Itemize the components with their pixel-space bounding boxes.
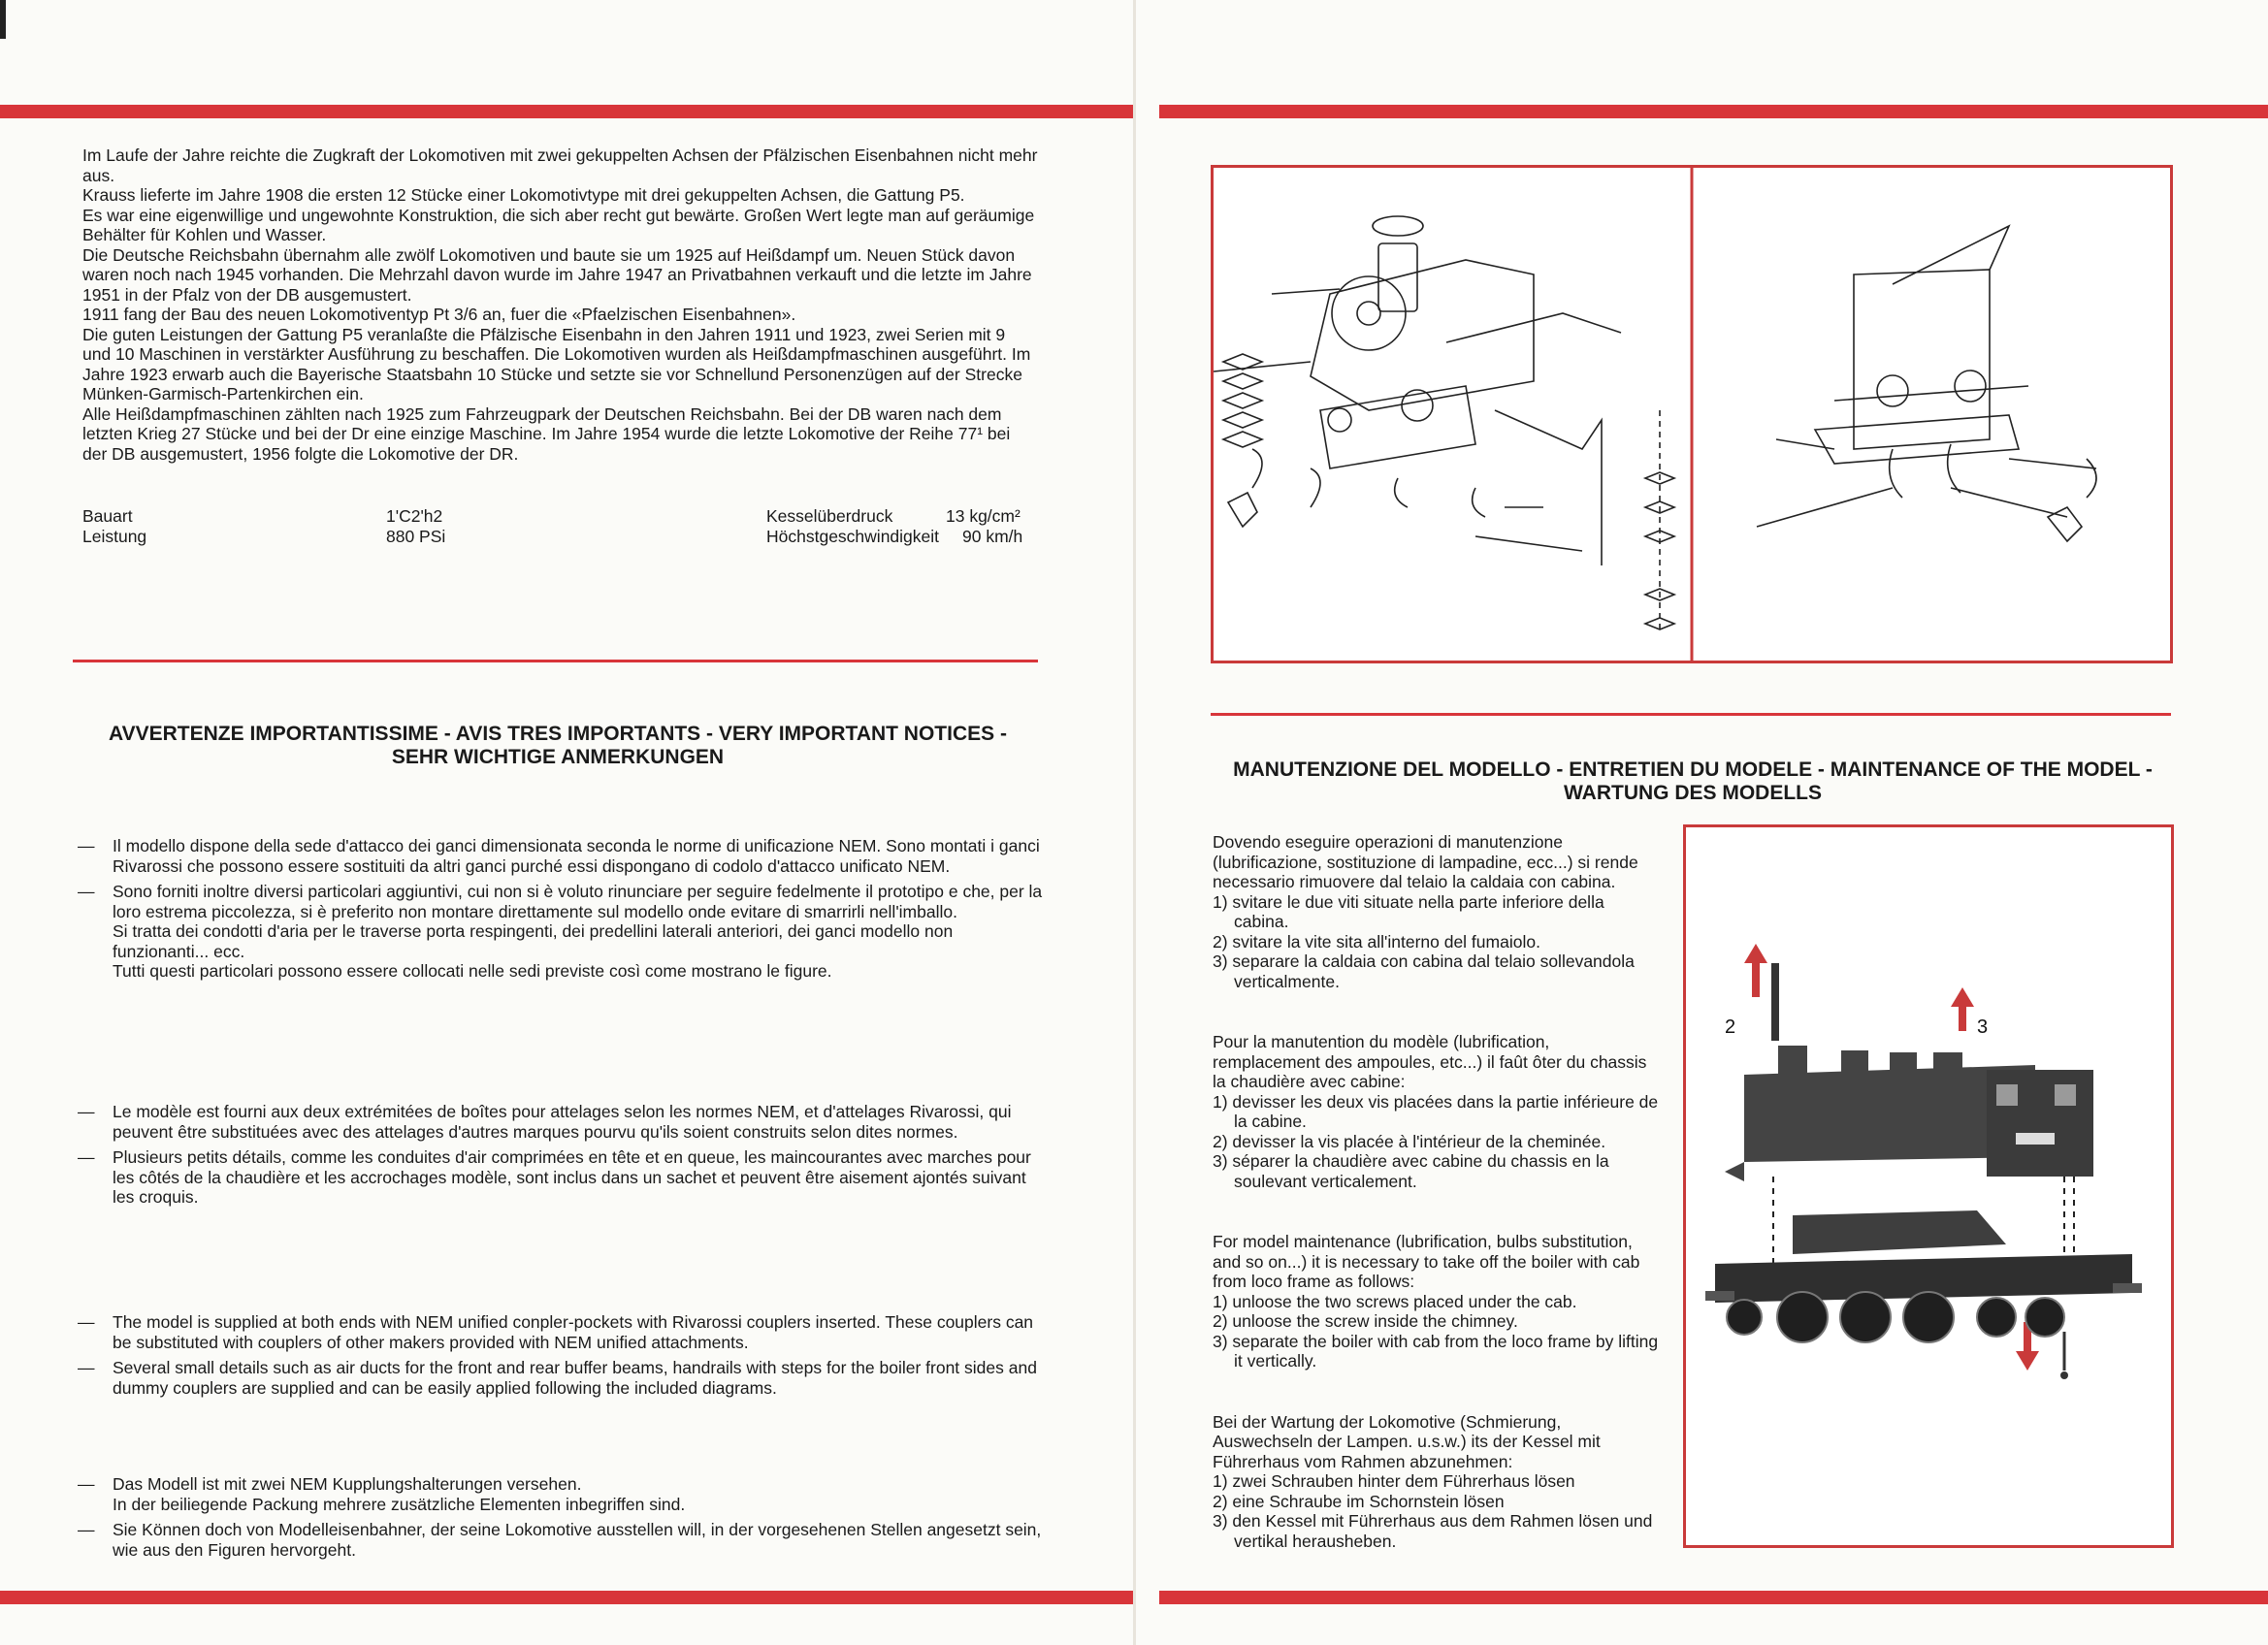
history-paragraph: Krauss lieferte im Jahre 1908 die ersten 12 Stücke einer Lokomotivtype mit drei gekuppelten Achsen, die Gattung P5. (82, 185, 965, 205)
top-red-bar-right (1159, 105, 2268, 118)
spec-kessel-label: Kesselüberdruck (766, 506, 893, 526)
maintenance-instructions (1213, 832, 1661, 1551)
section-divider (73, 660, 1038, 662)
list-item: — Das Modell ist mit zwei NEM Kupplungshalterungen versehen. In der beiliegende Packung mehrere zusätzliche Elementen inbegriffen sind. (78, 1474, 1043, 1514)
maintenance-english-steps (1213, 1292, 1661, 1371)
list-item: — Sie Können doch von Modelleisenbahner, der seine Lokomotive ausstellen will, in der vorgesehenen Stellen angesetzt sein, wie aus den Figuren hervorgeht. (78, 1520, 1043, 1560)
bottom-red-bar-right (1159, 1591, 2268, 1604)
maintenance-german-steps (1213, 1471, 1661, 1551)
notices-english (78, 1312, 1043, 1403)
list-item: 2) unloose the screw inside the chimney. (1213, 1311, 1518, 1331)
list-item: 1) svitare le due viti situate nella parte inferiore della cabina. (1213, 891, 1604, 931)
spec-speed-value: 90 km/h (962, 527, 1023, 546)
arrow-up-icon (1951, 987, 1974, 1031)
history-text (82, 145, 1038, 464)
list-item: 1) unloose the two screws placed under the cab. (1213, 1291, 1577, 1311)
section-divider-right (1211, 713, 2171, 716)
disassembly-diagram (1683, 824, 2174, 1548)
arrow-label: 3 (1977, 1016, 1989, 1038)
maintenance-title-line1: MANUTENZIONE DEL MODELLO - ENTRETIEN DU MODELE - MAINTENANCE OF THE MODEL - (1233, 758, 2153, 781)
top-red-bar-left (0, 105, 1133, 118)
spec-speed-label: Höchstgeschwindigkeit (766, 527, 940, 546)
arrow-label: 2 (1725, 1016, 1736, 1038)
spec-kessel-value: 13 kg/cm² (946, 506, 1021, 526)
list-item: — Several small details such as air ducts for the front and rear buffer beams, handrails with steps for the boiler front sides and dummy couplers are supplied and can be easily applied following the included diagrams. (78, 1358, 1043, 1398)
list-item: 3) séparer la chaudière avec cabine du chassis en la soulevant verticalement. (1213, 1151, 1609, 1191)
list-item: — Sono forniti inoltre diversi particolari aggiuntivi, cui non si è voluto rinunciare per seguire fedelmente il prototipo e che, per la loro estrema piccolezza, si è preferito non montare direttamente sul modello onde evitare di smarrirli nell'imballo. Si tratta dei condotti d'aria per le traverse porta respingenti, dei predellini laterali anteriori, dei ganci modello non funzionanti... ecc. Tutti questi particolari possono essere collocati nelle sedi previste così come mostrano le figure. (78, 882, 1043, 982)
list-item: 2) devisser la vis placée à l'intérieur de la cheminée. (1213, 1131, 1606, 1151)
list-item: 2) eine Schraube im Schornstein lösen (1213, 1491, 1505, 1511)
maintenance-title-line2: WARTUNG DES MODELLS (1564, 782, 1822, 804)
spec-bauart-value: 1'C2'h2 (386, 506, 443, 526)
list-item: — Il modello dispone della sede d'attacco dei ganci dimensionata seconda le norme di unificazione NEM. Sono montati i ganci Rivarossi che possono essere sostituiti da altri ganci purché essi dispongano di codolo d'attacco unificato NEM. (78, 836, 1043, 876)
spec-leistung-label: Leistung (82, 527, 147, 546)
history-paragraph: 1911 fang der Bau des neuen Lokomotiventyp Pt 3/6 an, fuer die «Pfaelzischen Eisenbahnen». (82, 305, 796, 324)
exploded-view-drawing (1214, 168, 2170, 661)
spec-bauart-label: Bauart (82, 506, 133, 526)
list-item: — The model is supplied at both ends with NEM unified conpler-pockets with Rivarossi couplers inserted. These couplers can be substituted with couplers of other makers provided with NEM unified attachments. (78, 1312, 1043, 1352)
maintenance-english-intro: For model maintenance (lubrification, bulbs substitution, and so on...) it is necessary to take off the boiler with cab from loco frame as follows: (1213, 1232, 1640, 1291)
coupler-details-diagram (1211, 165, 2173, 663)
list-item: 1) zwei Schrauben hinter dem Führerhaus lösen (1213, 1471, 1575, 1491)
arrow-up-icon (1744, 944, 1767, 997)
list-item: 1) devisser les deux vis placées dans la partie inférieure de la cabine. (1213, 1091, 1659, 1131)
spec-leistung-value: 880 PSi (386, 527, 446, 546)
history-paragraph: Im Laufe der Jahre reichte die Zugkraft der Lokomotiven mit zwei gekuppelten Achsen der Pfälzischen Eisenbahnen nicht mehr aus. (82, 145, 1038, 185)
notices-title-line1: AVVERTENZE IMPORTANTISSIME - AVIS TRES IMPORTANTS - VERY IMPORTANT NOTICES - (109, 723, 1007, 745)
maintenance-italian-intro: Dovendo eseguire operazioni di manutenzione (lubrificazione, sostituzione di lampadine, ecc...) si rende necessario rimuovere dal telaio la caldaia con cabina. (1213, 832, 1638, 891)
locomotive-disassembly-drawing (1686, 827, 2171, 1545)
history-paragraph: Es war eine eigenwillige und ungewohnte Konstruktion, die sich aber recht gut bewärte. Großen Wert legte man auf geräumige Behälter für Kohlen und Wasser. (82, 205, 1035, 244)
bottom-red-bar-left (0, 1591, 1133, 1604)
page-fold (1133, 0, 1136, 1645)
list-item: 2) svitare la vite sita all'interno del fumaiolo. (1213, 931, 1540, 952)
maintenance-german-intro: Bei der Wartung der Lokomotive (Schmierung, Auswechseln der Lampen. u.s.w.) its der Kessel mit Führerhaus vom Rahmen abzunehmen: (1213, 1411, 1601, 1471)
maintenance-french-intro: Pour la manutention du modèle (lubrification, remplacement des ampoules, etc...) il faût ôter du chassis la chaudière avec cabine: (1213, 1032, 1647, 1091)
scan-edge-mark (0, 0, 6, 39)
notices-title-line2: SEHR WICHTIGE ANMERKUNGEN (391, 746, 725, 768)
list-item: — Plusieurs petits détails, comme les conduites d'air comprimées en tête et en queue, les maincourantes avec marches pour les côtés de la chaudière et les accrochages modèle, sont inclus dans un sachet et peuvent être aisement ajontés suivant les croquis. (78, 1147, 1043, 1208)
maintenance-french-steps (1213, 1092, 1661, 1192)
list-item: 3) separate the boiler with cab from the loco frame by lifting it vertically. (1213, 1331, 1659, 1371)
notices-title (58, 723, 1057, 769)
maintenance-title (1203, 758, 2183, 805)
history-paragraph: Die Deutsche Reichsbahn übernahm alle zwölf Lokomotiven und baute sie um 1925 auf Heißdampf um. Neuen Stück davon waren noch nach 1945 vorhanden. Die Mehrzahl davon wurde im Jahre 1947 an Privatbahnen verkauft und die letzte im Jahre 1951 in der Pfalz von der DB ausgemustert. (82, 244, 1032, 305)
notices-french (78, 1102, 1043, 1213)
maintenance-italian-steps (1213, 892, 1661, 992)
list-item: — Le modèle est fourni aux deux extrémitées de boîtes pour attelages selon les normes NEM, et d'attelages Rivarossi, qui peuvent être substituées avec des attelages d'autres marques pourvu qu'ils soient construits selon dites normes. (78, 1102, 1043, 1142)
list-item: 3) separare la caldaia con cabina dal telaio sollevandola verticalmente. (1213, 952, 1635, 991)
list-item: 3) den Kessel mit Führerhaus aus dem Rahmen lösen und vertikal heraushеben. (1213, 1511, 1653, 1551)
history-paragraph: Die guten Leistungen der Gattung P5 veranlaßte die Pfälzische Eisenbahn in den Jahren 1911 und 1923, zwei Serien mit 9 und 10 Maschinen in verstärkter Ausführung zu beschaffen. Die Lokomotiven wurden als Heißdampfmaschinen ausgeführt. Im Jahre 1923 erwarb auch die Bayerische Staatsbahn 10 Stücke und setzte sie vor Schnellund Personenzügen auf der Strecke Münken-Garmisch-Partenkirchen ein. (82, 324, 1031, 403)
notices-german (78, 1474, 1043, 1565)
history-paragraph: Alle Heißdampfmaschinen zählten nach 1925 zum Fahrzeugpark der Deutschen Reichsbahn. Bei der DB waren nach dem letzten Krieg 27 Stücke und bei der Dr eine einzige Maschine. Im Jahre 1954 wurde die letzte Lokomotive der Reihe 77¹ bei der DB ausgemustert, 1956 folgte die Lokomotive der DR. (82, 403, 1011, 464)
notices-italian (78, 836, 1043, 987)
